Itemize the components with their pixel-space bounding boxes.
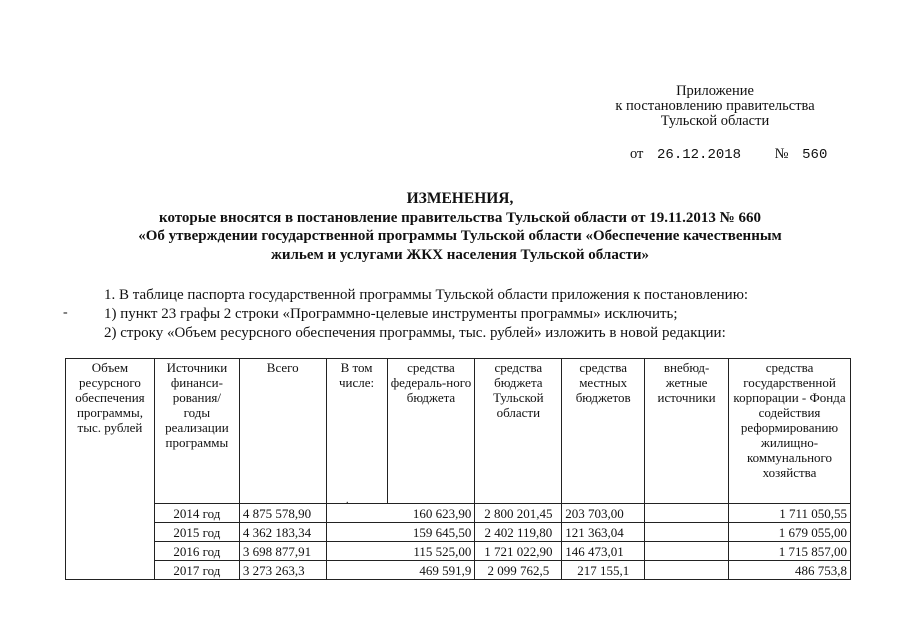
extrabudget-cell (645, 542, 729, 561)
table-row (66, 504, 851, 523)
header-cell-regional: средства бюджета Тульской области (475, 359, 562, 504)
title-line-2: которые вносятся в постановление правительства Тульской области от 19.11.2013 № 660 (159, 209, 761, 226)
local-cell: 121 363,04 (562, 523, 645, 542)
year-cell: 2016 год (154, 542, 239, 561)
table-row (66, 561, 851, 580)
extrabudget-cell (645, 523, 729, 542)
total-cell: 3 698 877,91 (239, 542, 326, 561)
total-cell: 4 362 183,34 (239, 523, 326, 542)
appendix-line-2: к постановлению правительства (615, 98, 815, 114)
total-cell: 4 875 578,90 (239, 504, 326, 523)
table-row (66, 523, 851, 542)
resolution-date-number (630, 146, 827, 163)
fund-cell: 1 679 055,00 (729, 523, 851, 542)
local-cell: 217 155,1 (562, 561, 645, 580)
header-cell-including: В том числе: (326, 359, 387, 504)
appendix-line-1: Приложение (676, 83, 754, 99)
paragraph-3: 2) строку «Объем ресурсного обеспечения программы, тыс. рублей» изложить в новой редакции: (104, 325, 726, 341)
fund-cell: 1 715 857,00 (729, 542, 851, 561)
from-label: от (630, 146, 644, 162)
resource-table (65, 358, 851, 580)
regional-cell: 2 800 201,45 (475, 504, 562, 523)
title-line-4: жильем и услугами ЖКХ населения Тульской области» (270, 246, 649, 263)
fund-cell: 486 753,8 (729, 561, 851, 580)
header-cell-extrabudget: внебюд-жетные источники (645, 359, 729, 504)
year-cell: 2017 год (154, 561, 239, 580)
header-cell-local: средства местных бюджетов (562, 359, 645, 504)
title-main: ИЗМЕНЕНИЯ, (406, 190, 514, 207)
scan-speck: . (346, 495, 349, 506)
appendix-line-3: Тульской области (660, 113, 770, 129)
local-cell: 203 703,00 (562, 504, 645, 523)
document-title (90, 190, 830, 264)
federal-cell: 159 645,50 (326, 523, 475, 542)
table-row (66, 542, 851, 561)
fund-cell: 1 711 050,55 (729, 504, 851, 523)
federal-cell: 469 591,9 (326, 561, 475, 580)
paragraph-1: 1. В таблице паспорта государственной программы Тульской области приложения к постановлению: (104, 287, 749, 303)
year-cell: 2015 год (154, 523, 239, 542)
regional-cell: 2 402 119,80 (475, 523, 562, 542)
header-cell-sources: Источники финанси-рования/ годы реализации программы (154, 359, 239, 504)
header-cell-fund: средства государственной корпорации - Фонда содействия реформированию жилищно-коммунального хозяйства (729, 359, 851, 504)
extrabudget-cell (645, 561, 729, 580)
header-cell-federal: средства федераль-ного бюджета (387, 359, 475, 504)
regional-cell: 2 099 762,5 (475, 561, 562, 580)
appendix-heading (600, 84, 830, 129)
title-line-3: «Об утверждении государственной программы Тульской области «Обеспечение качественным (138, 228, 782, 244)
year-cell: 2014 год (154, 504, 239, 523)
resolution-number: 560 (802, 147, 828, 163)
local-cell: 146 473,01 (562, 542, 645, 561)
federal-cell: 115 525,00 (326, 542, 475, 561)
number-sign: № (774, 146, 789, 162)
extrabudget-cell (645, 504, 729, 523)
total-cell: 3 273 263,3 (239, 561, 326, 580)
resolution-date: 26.12.2018 (657, 147, 742, 163)
table-header-row (66, 359, 851, 504)
header-cell-total: Всего (239, 359, 326, 504)
federal-cell: 160 623,90 (326, 504, 475, 523)
paragraph-2: 1) пункт 23 графы 2 строки «Программно-целевые инструменты программы» исключить; (104, 306, 678, 322)
margin-mark: - (63, 305, 68, 320)
header-cell-volume: Объем ресурсного обеспечения программы, тыс. рублей (66, 359, 155, 580)
regional-cell: 1 721 022,90 (475, 542, 562, 561)
